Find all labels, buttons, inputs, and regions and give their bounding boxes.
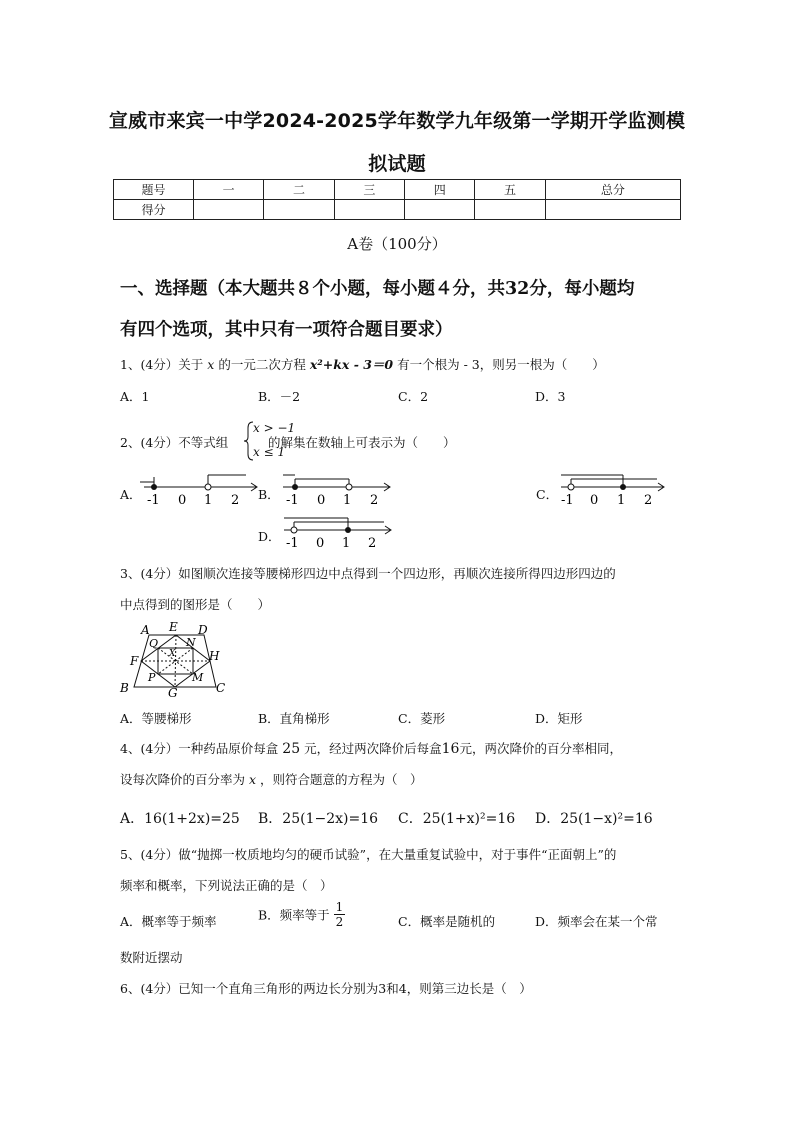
tick-label: 2 (231, 493, 240, 507)
figure-label: M (192, 671, 204, 684)
figure-label: E (169, 620, 178, 634)
q2-option-b-label[interactable]: B． (258, 487, 280, 502)
q3-option-d[interactable]: D．矩形 (535, 711, 583, 726)
fraction-denominator: 2 (335, 915, 344, 929)
q4-text-b: 元，经过两次降价后每盒 (304, 741, 442, 756)
number-line-d[interactable] (278, 514, 396, 550)
q2-option-d-label[interactable]: D． (258, 529, 281, 544)
number-line-a[interactable] (138, 471, 260, 507)
closed-dot (292, 484, 298, 490)
q1-option-c[interactable]: C．2 (398, 389, 429, 404)
q1-mid: 的一元二次方程 (218, 357, 306, 372)
score-cell: 总分 (545, 180, 680, 200)
question-4-line1 (120, 739, 622, 757)
question-1 (120, 355, 605, 373)
figure-label: B (120, 681, 129, 695)
tick-label: -1 (561, 493, 574, 507)
q4-text-d: 设每次降价的百分率为 (120, 772, 246, 787)
score-cell: 四 (405, 180, 475, 200)
closed-dot (345, 527, 351, 533)
score-cell: 一 (194, 180, 264, 200)
number-line-c[interactable] (557, 471, 669, 507)
q1-option-b[interactable]: B．－2 (258, 389, 301, 404)
q3-option-c[interactable]: C．菱形 (398, 711, 446, 726)
figure-label: A (141, 623, 150, 637)
score-input-cell[interactable] (545, 200, 680, 220)
q5-option-a[interactable]: A．概率等于频率 (120, 914, 217, 929)
figure-label: Q (149, 637, 159, 650)
figure-label: P (148, 671, 156, 684)
score-cell: 三 (334, 180, 404, 200)
q2-option-a-label[interactable]: A． (120, 487, 142, 502)
q5-option-d-continued: 数附近摆动 (120, 950, 183, 965)
figure-label: N (186, 636, 196, 649)
q1-var: x (207, 357, 215, 372)
tick-label: 0 (316, 536, 325, 550)
closed-dot (620, 484, 626, 490)
tick-label: 1 (342, 536, 351, 550)
open-dot (568, 484, 574, 490)
tick-label: 0 (317, 493, 326, 507)
q4-option-a[interactable]: A．16(1+2x)=25 (120, 811, 240, 827)
question-5-line1: 5、(4分）做“抛掷一枚质地均匀的硬币试验”，在大量重复试验中，对于事件“正面朝上”的 (120, 847, 617, 862)
q3-option-b[interactable]: B．直角梯形 (258, 711, 330, 726)
score-cell: 五 (475, 180, 545, 200)
q2-condition-2: x ≤ 1 (253, 445, 286, 459)
question-5-line2: 频率和概率，下列说法正确的是（ ） (120, 878, 333, 893)
fraction-numerator: 1 (335, 900, 344, 914)
score-cell: 二 (264, 180, 334, 200)
q5-option-c[interactable]: C．概率是随机的 (398, 914, 496, 929)
q5-option-b-text: B．频率等于 (258, 907, 330, 923)
tick-label: -1 (147, 493, 160, 507)
q4-option-d[interactable]: D．25(1−x)²=16 (535, 811, 653, 827)
score-input-cell[interactable] (264, 200, 334, 220)
score-input-cell[interactable] (405, 200, 475, 220)
question-4-line2 (120, 770, 423, 788)
figure-label: X (169, 649, 176, 659)
tick-label: -1 (286, 536, 299, 550)
q4-var: x (249, 772, 257, 787)
tick-label: 1 (617, 493, 626, 507)
q1-prefix: 1、(4分）关于 (120, 357, 204, 372)
open-dot (346, 484, 352, 490)
q5-option-d[interactable]: D．频率会在某一个常 (535, 914, 658, 929)
score-cell: 题号 (114, 180, 194, 200)
q2-condition-1: x > −1 (253, 421, 296, 435)
trapezoid-figure (118, 619, 234, 699)
open-dot (291, 527, 297, 533)
exam-title-line2: 拟试题 (368, 153, 426, 175)
q1-equation: x²+kx - 3＝0 (309, 357, 394, 372)
q4-option-b[interactable]: B．25(1−2x)=16 (258, 811, 379, 827)
q4-text-a: 4、(4分）一种药品原价每盒 (120, 741, 279, 756)
q4-text-c: 元，两次降价的百分率相同， (459, 741, 622, 756)
q4-price-original: 25 (282, 741, 301, 757)
section-heading-line2: 有四个选项，其中只有一项符合题目要求） (120, 320, 453, 340)
section-heading-line1: 一、选择题（本大题共８个小题，每小题４分，共32分，每小题均 (120, 279, 635, 299)
closed-dot (151, 484, 157, 490)
fraction-one-half (334, 900, 346, 929)
score-table-header-row (114, 180, 681, 200)
q4-price-final: 16 (441, 741, 460, 757)
question-6-line1: 6、(4分）已知一个直角三角形的两边长分别为3和4，则第三边长是（ ） (120, 981, 532, 996)
question-3-line1: 3、(4分）如图顺次连接等腰梯形四边中点得到一个四边形，再顺次连接所得四边形四边的 (120, 566, 616, 581)
q1-option-a[interactable]: A．1 (120, 389, 150, 404)
tick-label: 0 (590, 493, 599, 507)
figure-label: G (168, 686, 178, 699)
score-cell: 得分 (114, 200, 194, 220)
q4-option-c[interactable]: C．25(1+x)²=16 (398, 811, 516, 827)
tick-label: 2 (644, 493, 653, 507)
tick-label: -1 (286, 493, 299, 507)
score-input-cell[interactable] (334, 200, 404, 220)
q4-text-e: ，则符合题意的方程为（ ） (260, 772, 423, 787)
figure-label: C (216, 681, 226, 695)
figure-label: H (209, 649, 220, 663)
tick-label: 2 (368, 536, 377, 550)
q2-option-c-label[interactable]: C． (536, 487, 559, 502)
figure-label: F (130, 654, 139, 668)
tick-label: 2 (370, 493, 379, 507)
q1-option-d[interactable]: D．3 (535, 389, 566, 404)
open-dot (205, 484, 211, 490)
score-table (113, 179, 681, 220)
figure-label: D (198, 623, 208, 637)
tick-label: 1 (343, 493, 352, 507)
score-input-cell[interactable] (194, 200, 264, 220)
q1-suffix: 有一个根为 - 3，则另一根为（ ） (397, 357, 605, 372)
question-2-prefix: 2、(4分）不等式组 (120, 435, 229, 450)
q5-option-b[interactable] (258, 900, 345, 929)
q3-option-a[interactable]: A．等腰梯形 (120, 711, 192, 726)
exam-title-line1: 宣威市来宾一中学2024-2025学年数学九年级第一学期开学监测模 (108, 110, 686, 132)
tick-label: 0 (178, 493, 187, 507)
number-line-b[interactable] (277, 471, 395, 507)
score-table-score-row (114, 200, 681, 220)
question-3-line2: 中点得到的图形是（ ） (120, 597, 271, 612)
question-2-suffix: 的解集在数轴上可表示为（ ） (268, 435, 456, 450)
tick-label: 1 (204, 493, 213, 507)
score-input-cell[interactable] (475, 200, 545, 220)
part-a-heading: A卷（100分） (347, 235, 447, 253)
